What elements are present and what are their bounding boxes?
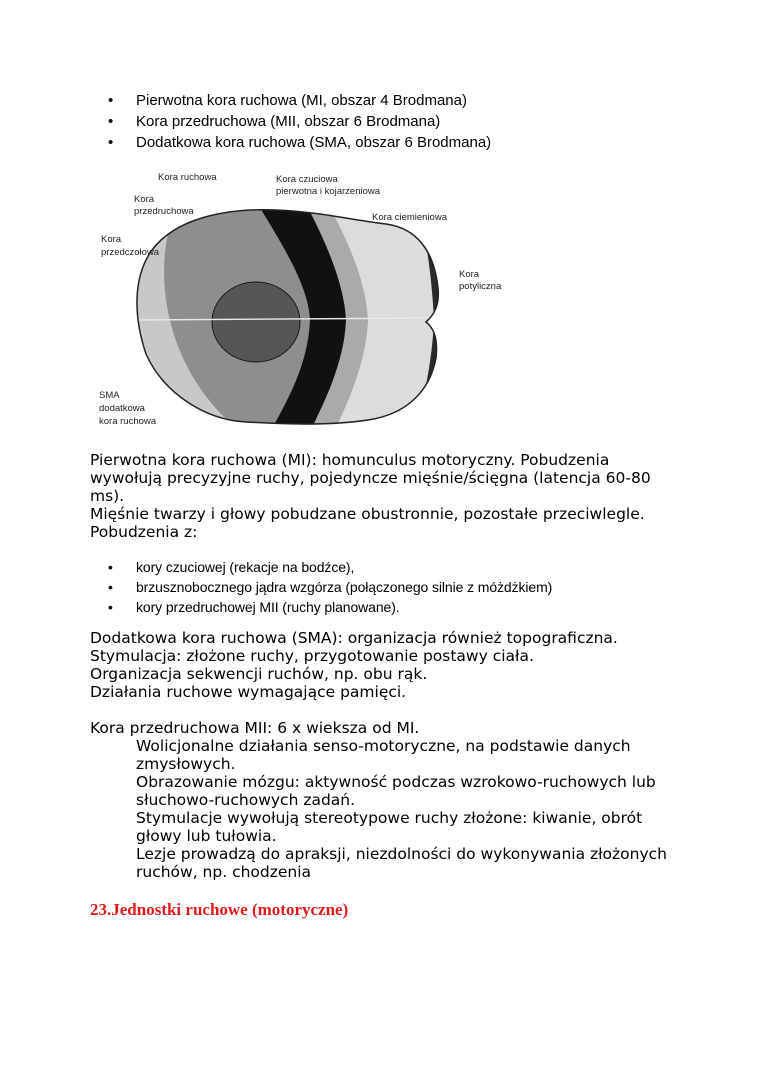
list-item: • kory przedruchowej MII (ruchy planowane). bbox=[108, 597, 552, 617]
text-line: Lezje prowadzą do apraksji, niezdolności do wykonywania złożonych bbox=[136, 845, 667, 863]
text-line: głowy lub tułowia. bbox=[136, 827, 277, 845]
label-sma: dodatkowa bbox=[99, 403, 145, 414]
text-line: Stymulacje wywołują stereotypowe ruchy złożone: kiwanie, obrót bbox=[136, 809, 643, 827]
label-prefrontal-cortex: Kora bbox=[101, 234, 122, 245]
mii-points bbox=[90, 737, 690, 881]
list-item: • Pierwotna kora ruchowa (MI, obszar 4 Brodmana) bbox=[108, 90, 491, 111]
text-line: Stymulacja: złożone ruchy, przygotowanie postawy ciała. bbox=[90, 647, 534, 665]
label-sensory-cortex: Kora czuciowa bbox=[276, 174, 338, 185]
text-line: wywołują precyzyjne ruchy, pojedyncze mięśnie/ścięgna (latencja 60-80 bbox=[90, 469, 651, 487]
text-line: ruchów, np. chodzenia bbox=[136, 863, 312, 881]
text-line: Organizacja sekwencji ruchów, np. obu rąk. bbox=[90, 665, 428, 683]
text-line: słuchowo-ruchowych zadań. bbox=[136, 791, 356, 809]
text-line: Działania ruchowe wymagające pamięci. bbox=[90, 683, 407, 701]
text-line: Mięśnie twarzy i głowy pobudzane obustronnie, pozostałe przeciwlegle. bbox=[90, 505, 645, 523]
text-line: Pobudzenia z: bbox=[90, 523, 198, 541]
label-premotor-cortex: przedruchowa bbox=[134, 206, 194, 217]
text-line: Kora przedruchowa MII: 6 x wieksza od MI. bbox=[90, 719, 420, 737]
text-line: Obrazowanie mózgu: aktywność podczas wzrokowo-ruchowych lub bbox=[136, 773, 656, 791]
label-parietal-cortex: Kora ciemieniowa bbox=[372, 212, 447, 223]
text-line: zmysłowych. bbox=[136, 755, 236, 773]
mi-paragraph bbox=[90, 451, 690, 541]
label-occipital-cortex: Kora bbox=[459, 269, 480, 280]
text-line: Pierwotna kora ruchowa (MI): homunculus motoryczny. Pobudzenia bbox=[90, 451, 610, 469]
label-premotor-cortex: Kora bbox=[134, 194, 155, 205]
label-sma: SMA bbox=[99, 390, 120, 401]
list-item: • Dodatkowa kora ruchowa (SMA, obszar 6 Brodmana) bbox=[108, 132, 491, 153]
mii-heading bbox=[90, 719, 690, 737]
list-item: • Kora przedruchowa (MII, obszar 6 Brodmana) bbox=[108, 111, 491, 132]
label-occipital-cortex: potyliczna bbox=[459, 281, 502, 292]
list-item: • brzusznobocznego jądra wzgórza (połączonego silnie z móżdżkiem) bbox=[108, 577, 552, 597]
stimulation-sources-list bbox=[108, 557, 552, 617]
sma-paragraph bbox=[90, 629, 690, 701]
brain-cortex-figure bbox=[96, 168, 502, 436]
section-heading: 23.Jednostki ruchowe (motoryczne) bbox=[90, 900, 349, 919]
list-item: • kory czuciowej (rekacje na bodźce), bbox=[108, 557, 552, 577]
label-motor-cortex: Kora ruchowa bbox=[158, 172, 217, 183]
sma-region bbox=[212, 282, 300, 362]
text-line: ms). bbox=[90, 487, 125, 505]
label-sensory-cortex: pierwotna i kojarzeniowa bbox=[276, 186, 381, 197]
cortex-areas-list bbox=[108, 90, 491, 153]
label-prefrontal-cortex: przedczołowa bbox=[101, 247, 160, 258]
text-line: Dodatkowa kora ruchowa (SMA): organizacja również topograficzna. bbox=[90, 629, 618, 647]
text-line: Wolicjonalne działania senso-motoryczne, na podstawie danych bbox=[136, 737, 631, 755]
label-sma: kora ruchowa bbox=[99, 416, 157, 427]
